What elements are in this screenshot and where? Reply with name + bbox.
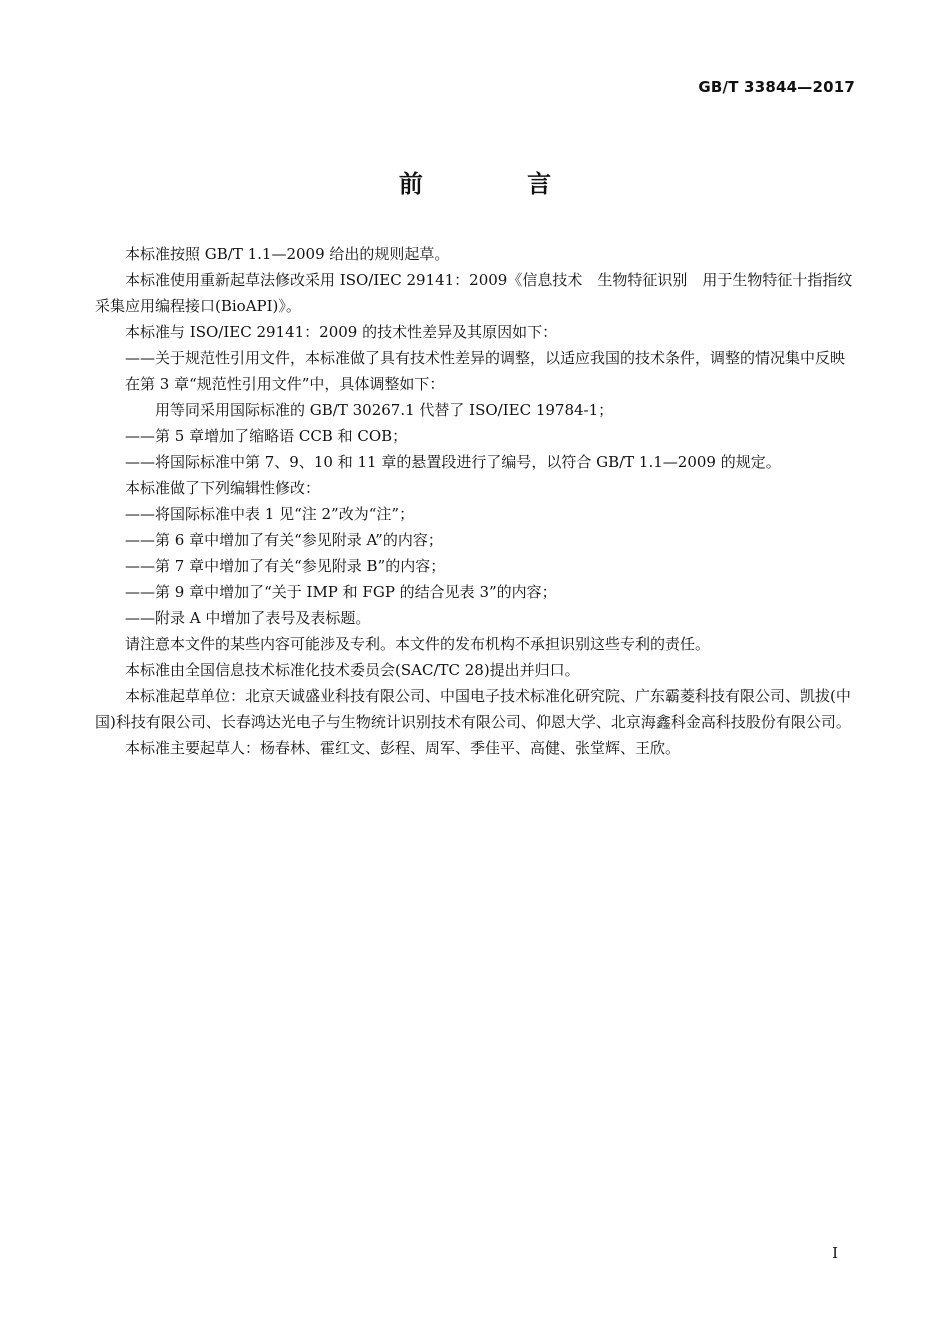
paragraph-patent-notice: 请注意本文件的某些内容可能涉及专利。本文件的发布机构不承担识别这些专利的责任。 xyxy=(125,635,711,653)
page-number: I xyxy=(832,1244,838,1262)
document-body xyxy=(95,241,857,761)
list-item-annex-b-ref: ——第 7 章中增加了有关“参见附录 B”的内容； xyxy=(125,557,446,575)
paragraph-drafting-rules: 本标准按照 GB/T 1.1—2009 给出的规则起草。 xyxy=(125,245,450,263)
paragraph-proposer: 本标准由全国信息技术标准化技术委员会(SAC/TC 28)提出并归口。 xyxy=(125,661,580,679)
list-item-abbreviations: ——第 5 章增加了缩略语 CCB 和 COB； xyxy=(125,427,408,445)
paragraph-editorial-changes: 本标准做了下列编辑性修改： xyxy=(125,479,321,497)
paragraph-drafters: 本标准主要起草人：杨春林、霍红文、彭程、周军、季佳平、高健、张堂辉、王欣。 xyxy=(125,739,681,757)
list-item-table-note: ——将国际标准中表 1 见“注 2”改为“注”； xyxy=(125,505,415,523)
paragraph-drafting-units: 本标准起草单位：北京天诚盛业科技有限公司、中国电子技术标准化研究院、广东霸菱科技有限公司、凯拔(中国)科技有限公司、长春鸿达光电子与生物统计识别技术有限公司、仰恩大学、北京海鑫科金高科技股份有限公司。 xyxy=(95,687,851,731)
standard-code: GB/T 33844—2017 xyxy=(698,78,855,96)
list-item-normative-references: ——关于规范性引用文件，本标准做了具有技术性差异的调整，以适应我国的技术条件，调整的情况集中反映在第 3 章“规范性引用文件”中，具体调整如下： xyxy=(125,349,846,393)
list-item-annex-a-ref: ——第 6 章中增加了有关“参见附录 A”的内容； xyxy=(125,531,443,549)
page-title: 前 言 xyxy=(398,170,600,198)
paragraph-adoption: 本标准使用重新起草法修改采用 ISO/IEC 29141：2009《信息技术 生物特征识别 用于生物特征十指指纹采集应用编程接口(BioAPI)》。 xyxy=(95,271,853,315)
paragraph-technical-differences: 本标准与 ISO/IEC 29141：2009 的技术性差异及其原因如下： xyxy=(125,323,558,341)
list-subitem-replacement: 用等同采用国际标准的 GB/T 30267.1 代替了 ISO/IEC 19784-1； xyxy=(155,401,614,419)
list-item-numbering: ——将国际标准中第 7、9、10 和 11 章的悬置段进行了编号，以符合 GB/T 1.1—2009 的规定。 xyxy=(125,453,781,471)
list-item-annex-a-table: ——附录 A 中增加了表号及表标题。 xyxy=(125,609,371,627)
list-item-imp-fgp: ——第 9 章中增加了“关于 IMP 和 FGP 的结合见表 3”的内容； xyxy=(125,583,557,601)
